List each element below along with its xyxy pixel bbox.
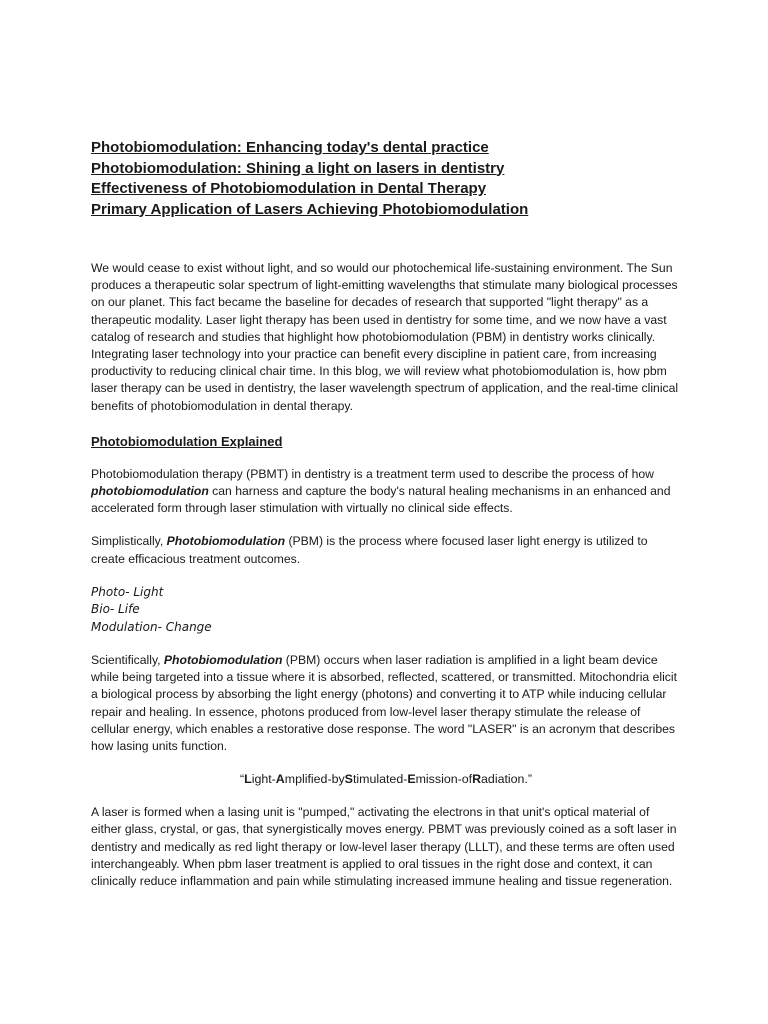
title-line-1: Photobiomodulation: Enhancing today's dental practice [91,139,489,156]
title-line-2: Photobiomodulation: Shining a light on lasers in dentistry [91,159,505,177]
emphasis-term: photobiomodulation [91,484,209,499]
document-page [91,138,681,890]
term-list [91,584,681,636]
acronym-letter: E [407,772,416,787]
acronym-letter: S [344,772,353,787]
paragraph-pbmt-definition [91,466,681,518]
title-line-3: Effectiveness of Photobiomodulation in Dental Therapy [91,180,487,197]
title-block [91,138,681,220]
paragraph-text: can harness and capture the body's natural healing mechanisms in an enhanced and accelerated form through laser stimulation with virtually no clinical side effects. [91,484,671,516]
paragraph-laser-formation: A laser is formed when a lasing unit is "pumped," activating the electrons in that unit's optical material of either glass, crystal, or gas, that synergistically moves energy. PBMT was previously coined as a soft laser in dentistry and medically as red light therapy or low-level laser therapy (LLLT), and these terms are often used interchangeably. When pbm laser treatment is applied to oral tissues in the right dose and context, it can clinically reduce inflammation and pain while stimulating increased immune healing and tissue regeneration. [91,805,677,889]
term-item: Photo- Light [91,584,164,599]
paragraph-scientific [91,652,681,755]
acronym-word: ight- [251,772,276,787]
acronym-letter: R [472,772,482,787]
acronym-word: timulated- [352,772,408,787]
acronym-letter: L [244,772,252,787]
acronym-letter: A [275,772,285,787]
paragraph-text: Photobiomodulation therapy (PBMT) in dentistry is a treatment term used to describe the process of how [91,466,654,481]
open-quote: “ [239,772,245,787]
close-quote: ” [527,772,533,787]
section-heading: Photobiomodulation Explained [91,433,283,449]
paragraph-text: Simplistically, [91,534,167,549]
emphasis-term: Photobiomodulation [163,653,283,668]
acronym-word: mission-of [415,772,473,787]
term-item: Modulation- Change [91,619,212,634]
intro-paragraph: We would cease to exist without light, and so would our photochemical life-sustaining environment. The Sun produces a therapeutic solar spectrum of light-emitting wavelengths that stimulate many biological processes on our planet. This fact became the baseline for decades of research that supported "light therapy" as a therapeutic modality. Laser light therapy has been used in dentistry for some time, and we now have a vast catalog of research and studies that highlight how photobiomodulation (PBM) in dentistry works clinically. Integrating laser technology into your practice can benefit every discipline in patient care, from increasing productivity to reducing clinical chair time. In this blog, we will review what photobiomodulation is, how pbm laser therapy can be used in dentistry, the laser wavelength spectrum of application, and the real-time clinical benefits of photobiomodulation in dental therapy. [91,261,679,413]
title-line-4: Primary Application of Lasers Achieving Photobiomodulation [91,200,529,218]
acronym-word: mplified-by [284,772,345,787]
emphasis-term: Photobiomodulation [166,534,286,549]
term-item: Bio- Life [91,602,140,617]
paragraph-text: (PBM) occurs when laser radiation is amplified in a light beam device while being targeted into a tissue where it is absorbed, reflected, scattered, or transmitted. Mitochondria elicit a biological process by absorbing the light energy (photons) and converting it to ATP while inducing cellular repair and healing. In essence, photons produced from low-level laser therapy stimulate the release of cellular energy, which enables a restorative dose response. The word "LASER" is an acronym that describes how lasing units function. [91,653,677,754]
paragraph-text: (PBM) is the process where focused laser light energy is utilized to create efficacious treatment outcomes. [91,534,648,566]
paragraph-text: Scientifically, [91,653,164,668]
acronym-word: adiation. [481,772,528,787]
laser-acronym [91,771,681,788]
paragraph-simplistic [91,533,681,567]
